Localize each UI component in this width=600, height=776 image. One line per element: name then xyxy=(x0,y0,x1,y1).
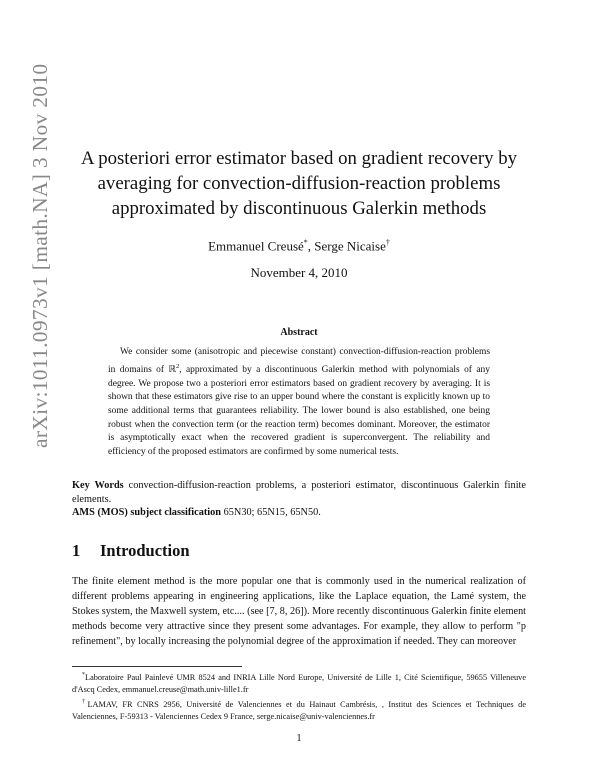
paper-date: November 4, 2010 xyxy=(250,265,348,280)
page-number: 1 xyxy=(296,733,302,744)
footnote-text-1: Laboratoire Paul Painlevé UMR 8524 and INRIA Lille Nord Europe, Université de Lille 1, Cité Scientifique, 59655 Villeneuve d'Ascq Cedex, emmanuel.creuse@math.univ-lille1.fr xyxy=(72,672,526,694)
author-mark-2: † xyxy=(385,238,390,247)
author-creuse: Emmanuel Creusé xyxy=(208,238,304,254)
footnote-mark-2: † xyxy=(82,699,88,706)
keywords-block xyxy=(72,479,526,520)
keywords-label: Key Words xyxy=(72,480,124,491)
author-nicaise: Serge Nicaise xyxy=(314,238,386,254)
ams-line xyxy=(72,506,526,520)
abstract-superscript: 2 xyxy=(175,362,180,370)
footnote-mark-1: * xyxy=(82,672,85,678)
section-heading xyxy=(72,541,190,561)
footnote-2 xyxy=(72,696,526,723)
ams-text: 65N30; 65N15, 65N50. xyxy=(221,507,321,518)
abstract-text xyxy=(108,346,490,460)
authors-line xyxy=(62,238,536,254)
ams-label: AMS (MOS) subject classification xyxy=(72,507,222,518)
abstract-heading: Abstract xyxy=(280,327,318,338)
paper-title: A posteriori error estimator based on gradient recovery by averaging for convection-diffusion-reaction problems approximated by discontinuous Galerkin methods xyxy=(81,148,517,219)
abstract-text-part2: , approximated by a discontinuous Galerkin method with polynomials of any degree. We propose two a posteriori error estimators based on gradient recovery by averaging. It is shown that these estimators give rise to an upper bound where the constant is explicitly known up to some additional terms that guarantees reliability. The lower bound is also established, one being robust when the convection term (or the reaction term) becomes dominant. Moreover, the estimator is asymptotically exact when the recovered gradient is superconvergent. The reliability and efficiency of the proposed estimators are confirmed by some numerical tests. xyxy=(108,364,490,458)
arxiv-identifier: arXiv:1011.0973v1 [math.NA] 3 Nov 2010 xyxy=(28,63,52,448)
section-number: 1 xyxy=(72,541,81,560)
keywords-text: convection-diffusion-reaction problems, a posteriori estimator, discontinuous Galerkin finite elements. xyxy=(72,480,526,505)
footnote-text-2: LAMAV, FR CNRS 2956, Université de Valenciennes et du Hainaut Cambrésis, , Institut des Sciences et Techniques de Valenciennes, F-59313 - Valenciennes Cedex 9 France, serge.nicaise@univ-valenciennes.fr xyxy=(72,699,527,722)
author-separator: , xyxy=(307,238,315,254)
footnote-rule xyxy=(72,666,242,667)
author-mark-1: * xyxy=(303,238,308,247)
abstract-text-part1: We consider some (anisotropic and piecewise constant) convection-diffusion-reaction problems in domains of ℝ xyxy=(108,347,490,375)
footnote-1 xyxy=(72,669,526,696)
section-title: Introduction xyxy=(100,541,190,560)
footnotes xyxy=(72,669,526,723)
introduction-paragraph: The finite element method is the more popular one that is commonly used in the numerical realization of different problems appearing in engineering applications, like the Laplace equation, the Lamé system, the Stokes system, the Maxwell system, etc.... (see [7, 8, 26]). More recently discontinuous Galerkin finite element methods become very attractive since they present some advantages. For example, they allow to perform "p refinement", by locally increasing the polynomial degree of the approximation if needed. They can moreover xyxy=(72,576,526,647)
keywords-line xyxy=(72,479,526,506)
